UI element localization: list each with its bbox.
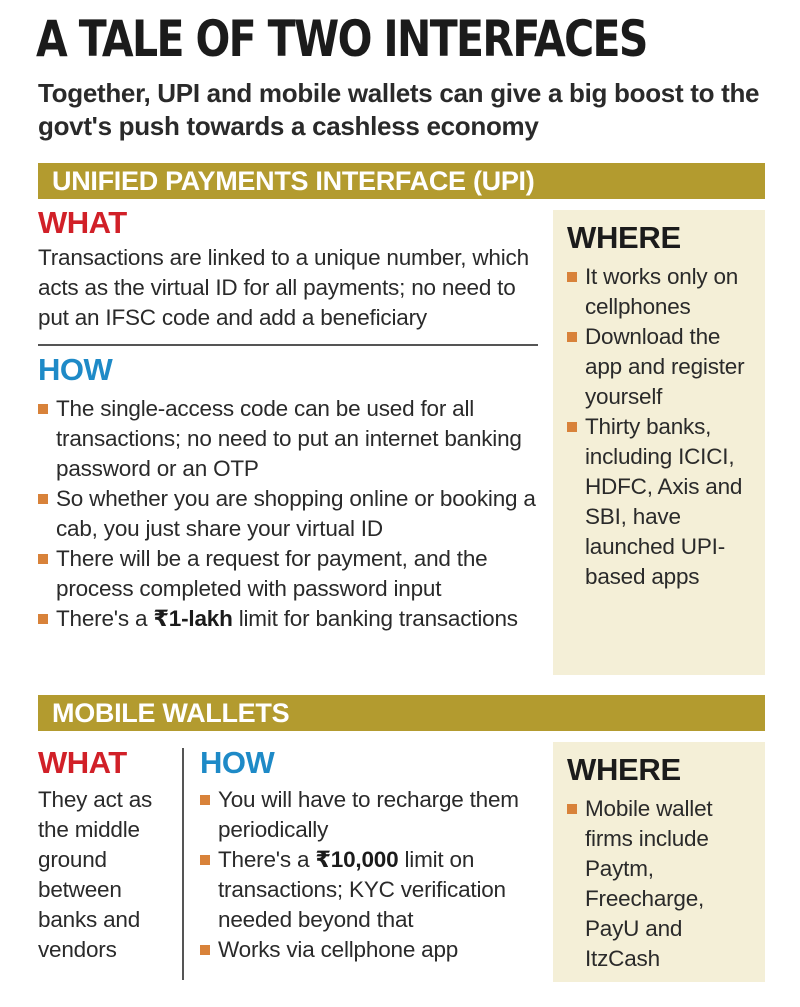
limit-amount: ₹1-lakh bbox=[153, 606, 233, 631]
list-item: There's a ₹10,000 limit on transactions; KYC verification needed beyond that bbox=[200, 845, 540, 935]
limit-amount: ₹10,000 bbox=[315, 847, 399, 872]
list-item: Mobile wallet firms include Paytm, Freecharge, PayU and ItzCash bbox=[567, 794, 755, 974]
bullet-square-icon bbox=[38, 404, 48, 414]
upi-divider bbox=[38, 344, 538, 346]
wallets-how-list bbox=[200, 785, 540, 965]
upi-where-list bbox=[567, 262, 755, 592]
upi-how-list bbox=[38, 394, 543, 634]
wallets-what-label: WHAT bbox=[38, 745, 127, 780]
bullet-square-icon bbox=[200, 855, 210, 865]
bullet-square-icon bbox=[567, 272, 577, 282]
bullet-square-icon bbox=[38, 554, 48, 564]
bullet-square-icon bbox=[567, 804, 577, 814]
wallets-how-label: HOW bbox=[200, 745, 275, 780]
upi-section-band: UNIFIED PAYMENTS INTERFACE (UPI) bbox=[38, 163, 765, 199]
list-item: It works only on cellphones bbox=[567, 262, 755, 322]
wallets-divider bbox=[182, 748, 184, 980]
list-item: The single-access code can be used for all transactions; no need to put an internet banking password or an OTP bbox=[38, 394, 543, 484]
list-item: Download the app and register yourself bbox=[567, 322, 755, 412]
bullet-square-icon bbox=[567, 422, 577, 432]
wallets-where-label: WHERE bbox=[567, 752, 681, 787]
subhead: Together, UPI and mobile wallets can give a big boost to the govt's push towards a cashless economy bbox=[38, 78, 760, 141]
bullet-square-icon bbox=[38, 494, 48, 504]
wallets-where-box bbox=[553, 742, 765, 982]
list-item: So whether you are shopping online or booking a cab, you just share your virtual ID bbox=[38, 484, 543, 544]
upi-where-box bbox=[553, 210, 765, 675]
list-item: There will be a request for payment, and the process completed with password input bbox=[38, 544, 543, 604]
bullet-square-icon bbox=[567, 332, 577, 342]
upi-what-label: WHAT bbox=[38, 205, 127, 240]
list-item: Works via cellphone app bbox=[200, 935, 540, 965]
bullet-square-icon bbox=[200, 945, 210, 955]
upi-how-label: HOW bbox=[38, 352, 113, 387]
list-item: You will have to recharge them periodically bbox=[200, 785, 540, 845]
bullet-square-icon bbox=[200, 795, 210, 805]
list-item: Thirty banks, including ICICI, HDFC, Axis and SBI, have launched UPI-based apps bbox=[567, 412, 755, 592]
list-item: There's a ₹1-lakh limit for banking transactions bbox=[38, 604, 543, 634]
wallets-where-list bbox=[567, 794, 755, 974]
wallets-section-band: MOBILE WALLETS bbox=[38, 695, 765, 731]
wallets-what-text: They act as the middle ground between banks and vendors bbox=[38, 787, 153, 962]
upi-what-text: Transactions are linked to a unique number, which acts as the virtual ID for all payments; no need to put an IFSC code and add a beneficiary bbox=[38, 245, 529, 330]
upi-where-label: WHERE bbox=[567, 220, 681, 255]
bullet-square-icon bbox=[38, 614, 48, 624]
headline: A TALE OF TWO INTERFACES bbox=[36, 10, 647, 68]
